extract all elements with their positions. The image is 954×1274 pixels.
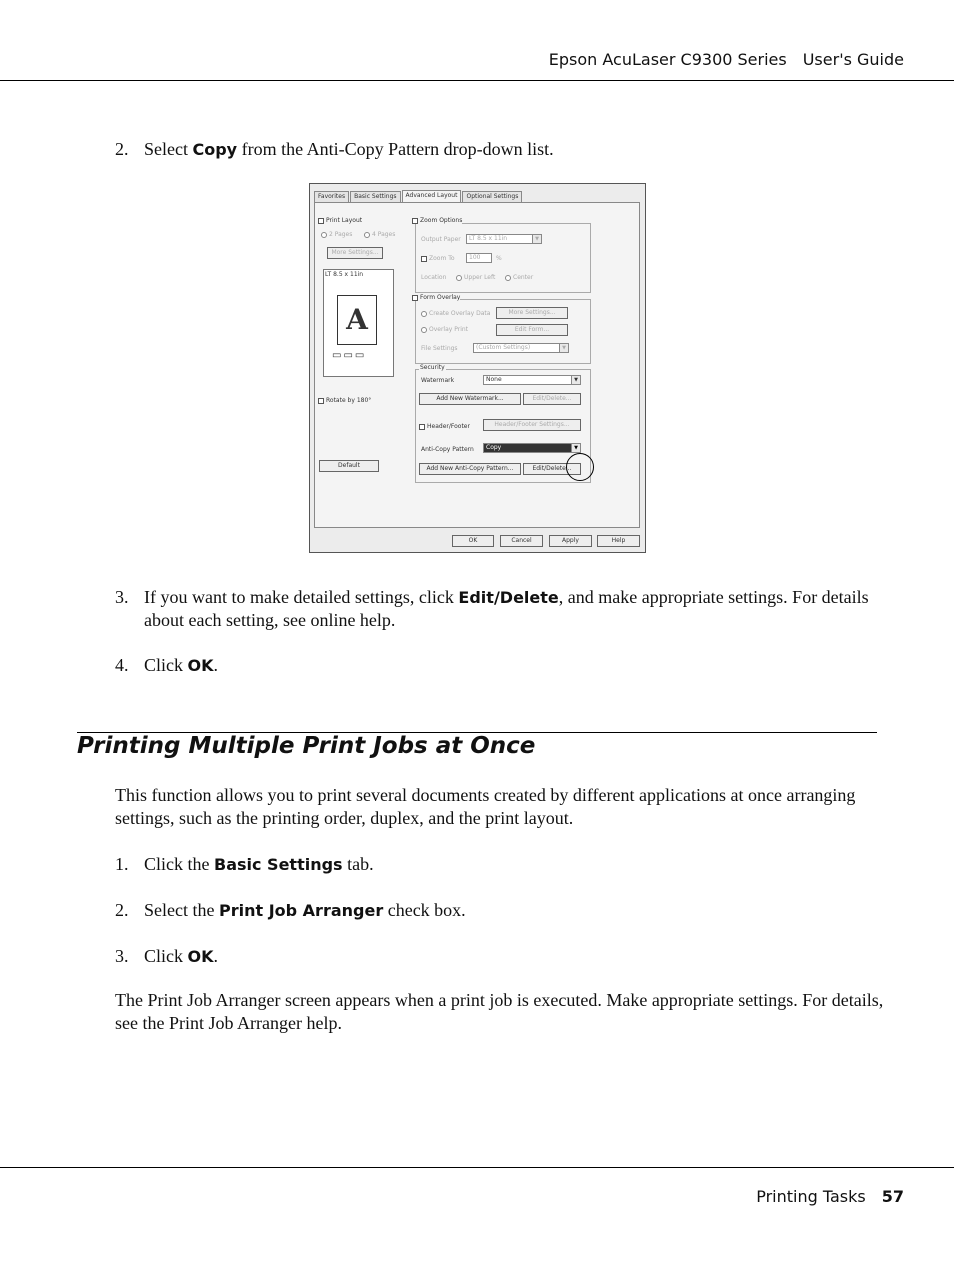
- watermark-label: Watermark: [421, 377, 455, 384]
- watermark-select[interactable]: None ▼: [483, 375, 581, 385]
- output-paper-select[interactable]: LT 8.5 x 11in ▼: [466, 234, 542, 244]
- step-bold: Edit/Delete: [458, 588, 559, 607]
- step-number: 4.: [115, 655, 129, 675]
- zoom-value-input[interactable]: 100: [466, 253, 492, 263]
- zoom-percent: %: [496, 255, 502, 262]
- form-overlay-checkbox[interactable]: Form Overlay: [412, 294, 460, 301]
- default-button[interactable]: Default: [319, 460, 379, 472]
- step-number: 3.: [115, 587, 129, 607]
- zoom-options-checkbox[interactable]: Zoom Options: [412, 217, 462, 224]
- tab-advanced-layout[interactable]: Advanced Layout: [402, 190, 462, 202]
- dialog-tabs: [314, 190, 523, 202]
- step-number: 2.: [115, 139, 129, 159]
- step-text: from the Anti-Copy Pattern drop-down list.: [237, 139, 554, 159]
- page-footer: [756, 1187, 904, 1206]
- radio-create-overlay[interactable]: Create Overlay Data: [421, 310, 490, 317]
- step-bold: Print Job Arranger: [218, 901, 384, 920]
- page-header: [549, 50, 904, 69]
- chevron-down-icon: ▼: [571, 376, 580, 384]
- step-text: If you want to make detailed settings, click: [144, 587, 459, 607]
- chevron-down-icon: ▼: [559, 344, 568, 352]
- step-number: 3.: [115, 946, 129, 966]
- layout-preview: [323, 269, 394, 377]
- step-bold: Copy: [192, 140, 238, 159]
- step-text: Click: [144, 655, 188, 675]
- radio-center[interactable]: Center: [505, 274, 533, 281]
- anti-copy-label: Anti-Copy Pattern: [421, 446, 474, 453]
- outro-paragraph: The Print Job Arranger screen appears when a print job is executed. Make appropriate settings. For details, see the Print Job Arranger help.: [115, 990, 884, 1033]
- cancel-button[interactable]: Cancel: [500, 535, 543, 547]
- step-bold: OK: [187, 947, 214, 966]
- tab-basic-settings[interactable]: Basic Settings: [350, 191, 400, 202]
- section-title: Printing Multiple Print Jobs at Once: [77, 733, 536, 759]
- header-footer-settings-button[interactable]: Header/Footer Settings...: [483, 419, 581, 431]
- printer-dialog: [309, 183, 646, 553]
- file-settings-label: File Settings: [421, 345, 458, 352]
- step-bottom-1: [115, 853, 885, 876]
- radio-4-pages[interactable]: 4 Pages: [364, 231, 395, 238]
- step-text: .: [213, 655, 218, 675]
- step-top-2: [115, 138, 885, 161]
- header-guide: User's Guide: [802, 50, 904, 69]
- tab-optional-settings[interactable]: Optional Settings: [462, 191, 522, 202]
- step-bottom-2: [115, 899, 885, 922]
- step-bottom-3: [115, 945, 885, 968]
- rotate-checkbox[interactable]: Rotate by 180°: [318, 397, 371, 404]
- step-number: 2.: [115, 900, 129, 920]
- output-paper-label: Output Paper: [421, 236, 461, 243]
- step-text: Select: [144, 139, 193, 159]
- footer-rule: [0, 1167, 954, 1168]
- add-watermark-button[interactable]: Add New Watermark...: [419, 393, 521, 405]
- step-bold: Basic Settings: [214, 855, 343, 874]
- anti-copy-select[interactable]: Copy ▼: [483, 443, 581, 453]
- step-bold: OK: [187, 656, 214, 675]
- preview-page: A: [337, 295, 377, 345]
- preview-icons: ▭▭▭: [332, 350, 367, 361]
- chevron-down-icon: ▼: [532, 235, 541, 243]
- location-label: Location: [421, 274, 447, 281]
- step-text: , and make appropriate settings. For details about each setting, see online help.: [144, 587, 869, 630]
- apply-button[interactable]: Apply: [549, 535, 592, 547]
- tab-favorites[interactable]: Favorites: [314, 191, 349, 202]
- header-product: Epson AcuLaser C9300 Series: [548, 50, 787, 69]
- radio-2-pages[interactable]: 2 Pages: [321, 231, 352, 238]
- step-number: 1.: [115, 854, 129, 874]
- watermark-edit-delete-button[interactable]: Edit/Delete...: [523, 393, 581, 405]
- step-text: Select the: [144, 900, 219, 920]
- step-top-4: [115, 654, 885, 677]
- intro-paragraph: This function allows you to print several documents created by different applications at once arranging settings, such as the printing order, duplex, and the print layout.: [115, 785, 856, 828]
- step-text: Click: [144, 946, 188, 966]
- footer-section: Printing Tasks: [756, 1187, 866, 1206]
- radio-overlay-print[interactable]: Overlay Print: [421, 326, 468, 333]
- add-anti-copy-button[interactable]: Add New Anti-Copy Pattern...: [419, 463, 521, 475]
- step-top-3: [115, 586, 885, 632]
- step-text: .: [213, 946, 218, 966]
- print-layout-checkbox[interactable]: Print Layout: [318, 217, 362, 224]
- help-button[interactable]: Help: [597, 535, 640, 547]
- file-settings-select[interactable]: (Custom Settings) ▼: [473, 343, 569, 353]
- anti-copy-edit-delete-button[interactable]: Edit/Delete...: [523, 463, 581, 475]
- edit-form-button[interactable]: Edit Form...: [496, 324, 568, 336]
- more-settings-button[interactable]: More Settings...: [327, 247, 383, 259]
- header-footer-checkbox[interactable]: Header/Footer: [419, 423, 470, 430]
- overlay-more-settings-button[interactable]: More Settings...: [496, 307, 568, 319]
- ok-button[interactable]: OK: [452, 535, 494, 547]
- chevron-down-icon: ▼: [571, 444, 580, 452]
- step-text: tab.: [342, 854, 374, 874]
- step-text: Click the: [144, 854, 214, 874]
- step-text: check box.: [383, 900, 466, 920]
- radio-upper-left[interactable]: Upper Left: [456, 274, 495, 281]
- preview-label: LT 8.5 x 11in: [325, 271, 364, 278]
- advanced-layout-panel: [314, 202, 640, 528]
- security-label: Security: [420, 364, 445, 371]
- header-rule: [0, 80, 954, 81]
- zoom-to-checkbox[interactable]: Zoom To: [421, 255, 455, 262]
- page-number: 57: [881, 1187, 904, 1206]
- highlight-circle: [566, 453, 594, 481]
